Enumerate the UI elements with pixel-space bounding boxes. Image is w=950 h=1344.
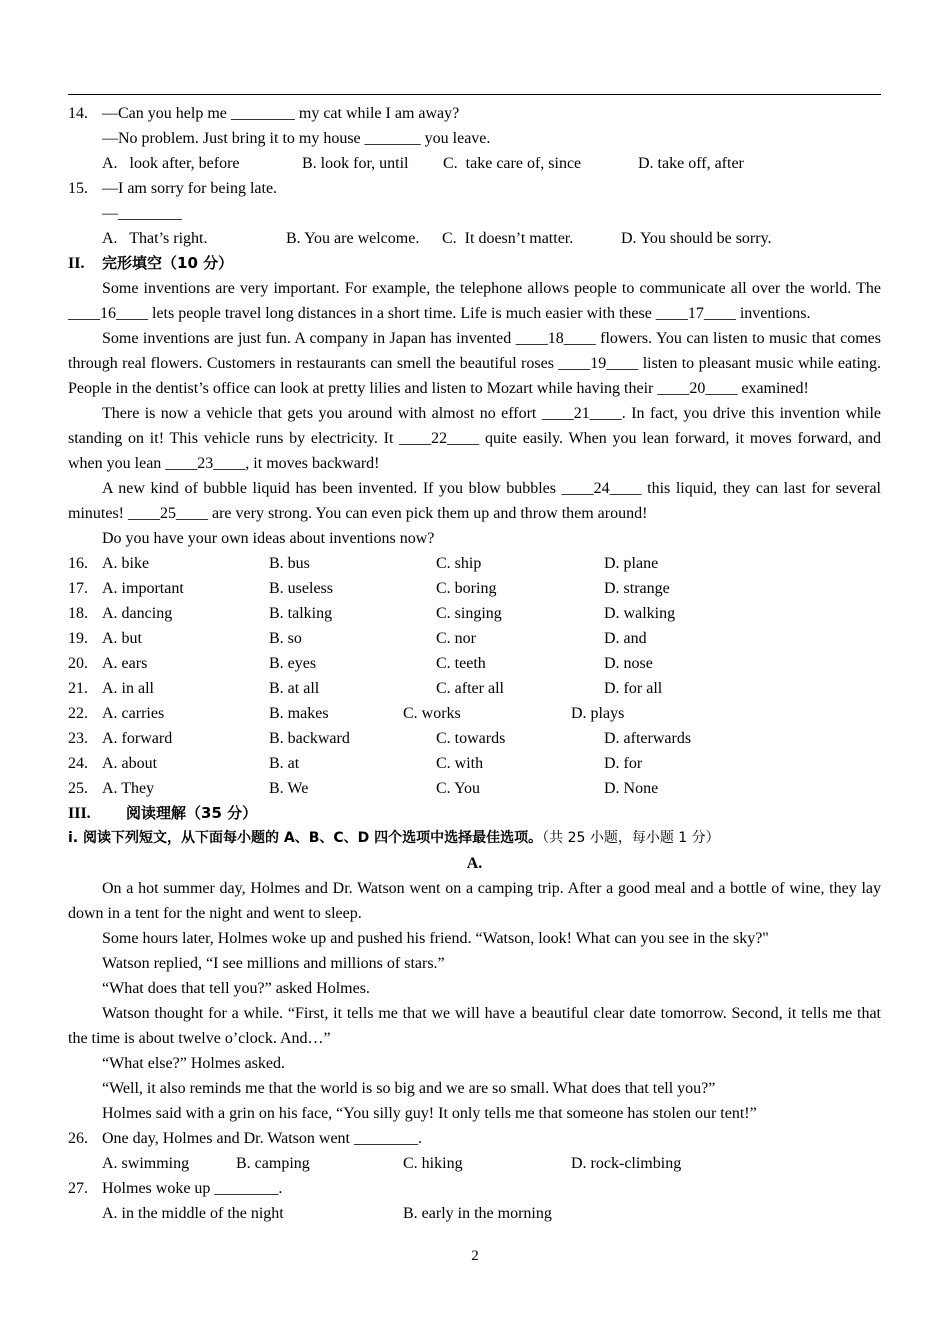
option-d: D. walking — [604, 605, 676, 622]
question-number: 19. — [68, 630, 88, 647]
option-d: D. strange — [604, 580, 670, 597]
options-row — [68, 626, 881, 651]
option-b: B. at — [269, 755, 300, 772]
option-d: D. rock-climbing — [571, 1155, 682, 1172]
question-number: 26. — [68, 1130, 88, 1147]
passage-paragraph: “What does that tell you?” asked Holmes. — [102, 980, 370, 997]
passage-paragraph: Watson thought for a while. “First, it tells me that we will have a beautiful clear date tomorrow. Second, it tells me that the time is about twelve o’clock. And…” — [68, 1005, 881, 1047]
question-number: 20. — [68, 655, 88, 672]
option-a: A. in the middle of the night — [102, 1205, 284, 1222]
options-row — [68, 576, 881, 601]
option-d: D. for — [604, 755, 643, 772]
passage-paragraph: Some hours later, Holmes woke up and pushed his friend. “Watson, look! What can you see in the sky?" — [102, 930, 769, 947]
option-b: B. makes — [269, 705, 329, 722]
passage-paragraph: “Well, it also reminds me that the world is so big and we are so small. What does that tell you?” — [102, 1080, 716, 1097]
option-c: C. take care of, since — [443, 155, 582, 172]
question-26 — [68, 1126, 881, 1151]
options-14 — [68, 151, 881, 176]
options-row — [68, 751, 881, 776]
option-c: C. It doesn’t matter. — [442, 230, 574, 247]
option-c: C. hiking — [403, 1155, 463, 1172]
option-a: A. That’s right. — [102, 230, 208, 247]
option-d: D. afterwards — [604, 730, 692, 747]
option-d: D. nose — [604, 655, 653, 672]
option-c: C. towards — [436, 730, 506, 747]
question-number: 23. — [68, 730, 88, 747]
option-a: A. They — [102, 780, 155, 797]
section-title: 阅读理解（35 分） — [126, 804, 258, 822]
question-number: 25. — [68, 780, 88, 797]
option-b: B. bus — [269, 555, 310, 572]
question-14 — [68, 101, 881, 126]
options-row — [68, 551, 881, 576]
option-b: B. look for, until — [302, 155, 409, 172]
options-row — [68, 701, 881, 726]
question-number: 16. — [68, 555, 88, 572]
passage-paragraph: Holmes said with a grin on his face, “You silly guy! It only tells me that someone has stolen our tent!” — [102, 1105, 757, 1122]
question-number: 21. — [68, 680, 88, 697]
option-a: A. but — [102, 630, 142, 647]
options-row — [68, 676, 881, 701]
passage-label: A. — [466, 855, 483, 872]
passage-paragraph: Watson replied, “I see millions and millions of stars.” — [102, 955, 445, 972]
option-a: A. carries — [102, 705, 165, 722]
option-c: C. You — [436, 780, 481, 797]
option-d: D. plays — [571, 705, 625, 722]
cloze-paragraph: Do you have your own ideas about inventions now? — [102, 530, 435, 547]
option-a: A. dancing — [102, 605, 173, 622]
question-text: Holmes woke up ________. — [102, 1180, 283, 1197]
option-d: D. and — [604, 630, 647, 647]
options-26 — [68, 1151, 881, 1176]
option-b: B. backward — [269, 730, 350, 747]
question-number: 14. — [68, 105, 88, 122]
instruction-normal: （共 25 小题，每小题 1 分） — [542, 830, 720, 846]
cloze-paragraph: A new kind of bubble liquid has been invented. If you blow bubbles ____24____ this liquid, they can last for several minutes! ____25____ are very strong. You can even pick them up and throw them around! — [68, 480, 881, 522]
option-b: B. early in the morning — [403, 1205, 552, 1222]
question-number: 27. — [68, 1180, 88, 1197]
option-b: B. camping — [236, 1155, 310, 1172]
section-heading — [68, 251, 881, 276]
option-c: C. singing — [436, 605, 502, 622]
option-b: B. so — [269, 630, 302, 647]
option-d: D. plane — [604, 555, 659, 572]
passage-paragraph: On a hot summer day, Holmes and Dr. Watson went on a camping trip. After a good meal and a bottle of wine, they lay down in a tent for the night and went to sleep. — [68, 880, 881, 922]
option-a: A. forward — [102, 730, 173, 747]
section-number: II. — [68, 255, 85, 272]
options-27 — [68, 1201, 881, 1226]
question-27 — [68, 1176, 881, 1201]
options-row — [68, 601, 881, 626]
option-c: C. boring — [436, 580, 497, 597]
passage-paragraph: “What else?” Holmes asked. — [102, 1055, 286, 1072]
option-c: C. nor — [436, 630, 476, 647]
question-text: —Can you help me ________ my cat while I am away? — [102, 105, 460, 122]
cloze-paragraph: Some inventions are just fun. A company in Japan has invented ____18____ flowers. You can listen to music that comes through real flowers. Customers in restaurants can smell the beautiful roses ____19____ listen to pleasant music while eating. People in the dentist’s office can look at pretty lilies and listen to Mozart while having their ____20____ examined! — [68, 330, 881, 397]
option-b: B. You are welcome. — [286, 230, 420, 247]
question-number: 24. — [68, 755, 88, 772]
option-b: B. talking — [269, 605, 333, 622]
option-a: A. bike — [102, 555, 150, 572]
question-15 — [68, 176, 881, 201]
option-c: C. after all — [436, 680, 504, 697]
option-a: A. look after, before — [102, 155, 240, 172]
section-heading — [68, 801, 881, 826]
option-b: B. eyes — [269, 655, 317, 672]
question-number: 18. — [68, 605, 88, 622]
question-number: 17. — [68, 580, 88, 597]
option-a: A. about — [102, 755, 158, 772]
option-d: D. None — [604, 780, 659, 797]
question-text: —No problem. Just bring it to my house _______ you leave. — [102, 130, 491, 147]
cloze-paragraph: There is now a vehicle that gets you around with almost no effort ____21____. In fact, you drive this invention while standing on it! This vehicle runs by electricity. It ____22____ quite easily. When you lean forward, it moves forward, and when you lean ____23____, it moves backward! — [68, 405, 881, 472]
option-b: B. at all — [269, 680, 320, 697]
options-15 — [68, 226, 881, 251]
question-number: 15. — [68, 180, 88, 197]
option-a: A. in all — [102, 680, 154, 697]
cloze-paragraph: Some inventions are very important. For example, the telephone allows people to communicate all over the world. The ____16____ lets people travel long distances in a short time. Life is much easier with these ____17____ inventions. — [68, 280, 881, 322]
option-c: C. with — [436, 755, 484, 772]
option-d: D. You should be sorry. — [621, 230, 772, 247]
question-text: —________ — [102, 205, 182, 222]
exam-page — [68, 94, 881, 1226]
option-c: C. ship — [436, 555, 482, 572]
header-rule — [68, 94, 881, 95]
section-title: 完形填空（10 分） — [102, 254, 234, 272]
option-a: A. swimming — [102, 1155, 190, 1172]
question-number: 22. — [68, 705, 88, 722]
option-a: A. important — [102, 580, 184, 597]
option-b: B. We — [269, 780, 309, 797]
option-a: A. ears — [102, 655, 148, 672]
section-instruction — [68, 826, 881, 851]
option-c: C. teeth — [436, 655, 486, 672]
option-b: B. useless — [269, 580, 333, 597]
option-d: D. take off, after — [638, 155, 744, 172]
question-text: One day, Holmes and Dr. Watson went ________. — [102, 1130, 422, 1147]
options-row — [68, 651, 881, 676]
options-row — [68, 776, 881, 801]
question-text: —I am sorry for being late. — [102, 180, 278, 197]
page-number: 2 — [471, 1248, 479, 1264]
option-c: C. works — [403, 705, 461, 722]
option-d: D. for all — [604, 680, 663, 697]
options-row — [68, 726, 881, 751]
section-number: III. — [68, 805, 91, 822]
instruction-bold: i. 阅读下列短文，从下面每小题的 A、B、C、D 四个选项中选择最佳选项。 — [68, 830, 543, 846]
